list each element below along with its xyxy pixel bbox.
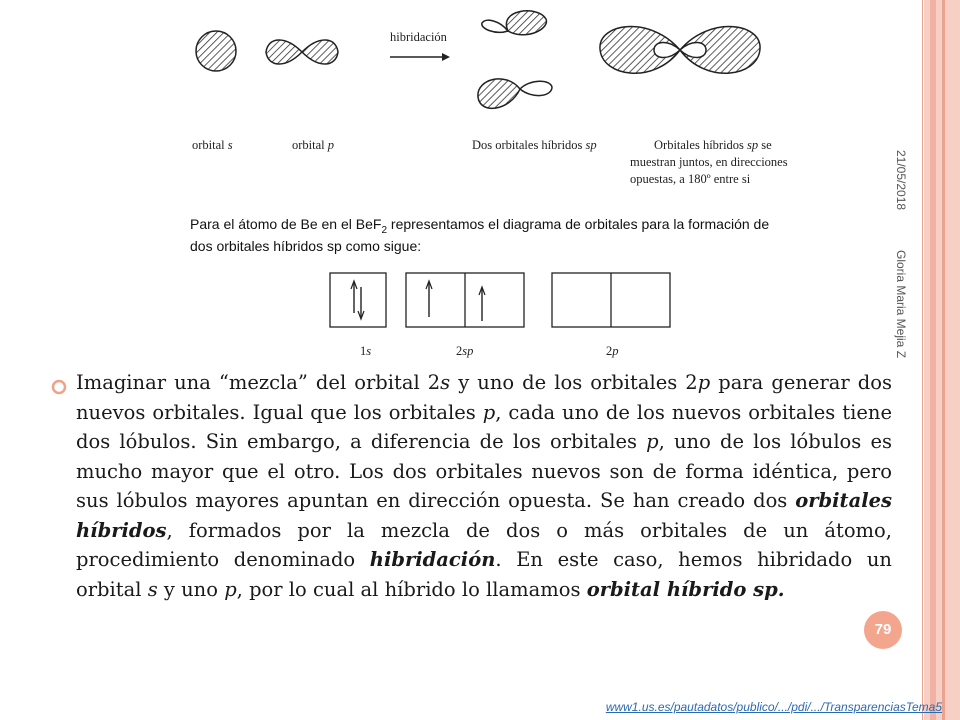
- sp-hybrids-combined-shape: [600, 27, 760, 74]
- box-label-2p: 2p: [606, 344, 619, 358]
- diagram-caption-line2: dos orbitales híbridos sp como sigue:: [190, 238, 422, 254]
- label-hibridos-juntos-2: muestran juntos, en direcciones: [630, 155, 788, 169]
- label-hibridos-juntos-3: opuestas, a 180º entre si: [630, 172, 751, 186]
- box-label-1s: 1s: [360, 344, 372, 358]
- slide-right-border: [924, 0, 960, 720]
- author-text: Gloria Maria Mejia Z: [894, 250, 908, 359]
- bullet-icon: [50, 378, 68, 396]
- label-dos-hibridos: Dos orbitales híbridos sp: [472, 138, 597, 152]
- border-stripe: [930, 0, 936, 720]
- box-label-2sp: 2sp: [456, 344, 474, 358]
- side-date: [890, 150, 914, 240]
- source-link[interactable]: www1.us.es/pautadatos/publico/.../pdi/.../TransparenciasTema5: [605, 700, 942, 714]
- date-text: 21/05/2018: [894, 150, 908, 211]
- box-1s: [330, 273, 386, 327]
- box-2p: [552, 273, 670, 327]
- s-orbital-shape: [196, 31, 236, 71]
- label-orbital-p: orbital p: [292, 138, 335, 152]
- sp-hybrid-lower-shape: [478, 79, 552, 108]
- arrow-icon: [390, 53, 450, 61]
- label-hibridos-juntos: Orbitales híbridos sp se: [654, 138, 772, 152]
- arrow-label: hibridación: [390, 30, 447, 44]
- sp-hybrid-upper-shape: [482, 11, 547, 35]
- box-2sp: [406, 273, 524, 327]
- border-stripe: [942, 0, 945, 720]
- label-orbital-s: orbital s: [192, 138, 233, 152]
- diagram-caption-line1: Para el átomo de Be en el BeF$_2$ representamos el diagrama de orbitales para la formación de: [190, 216, 770, 236]
- term-hibridacion: hibridación: [369, 548, 496, 571]
- hybridization-diagram: [180, 5, 840, 365]
- page-number-badge: 79: [864, 611, 902, 649]
- term-orbitales-hibridos: orbitales híbridos: [76, 489, 892, 542]
- side-author: [890, 250, 914, 410]
- border-line: [922, 0, 923, 720]
- body-paragraph: Imaginar una “mezcla” del orbital 2s y uno de los orbitales 2p para generar dos nuevos orbitales. Igual que los orbitales p, cada uno de los nuevos orbitales tiene dos lóbulos. Sin embargo, a diferencia de los orbitales p, uno de los lóbulos es mucho mayor que el otro. Los dos orbitales nuevos son de forma idéntica, pero sus lóbulos mayores apuntan en dirección opuesta. Se han creado dos orbitales híbridos, formados por la mezcla de dos o más orbitales de un átomo, procedimiento denominado hibridación. En este caso, hemos hibridado un orbital s y uno p, por lo cual al híbrido lo llamamos orbital híbrido sp.: [76, 371, 892, 601]
- term-orbital-hibrido-sp: orbital híbrido sp.: [586, 577, 785, 601]
- p-orbital-shape: [266, 40, 338, 64]
